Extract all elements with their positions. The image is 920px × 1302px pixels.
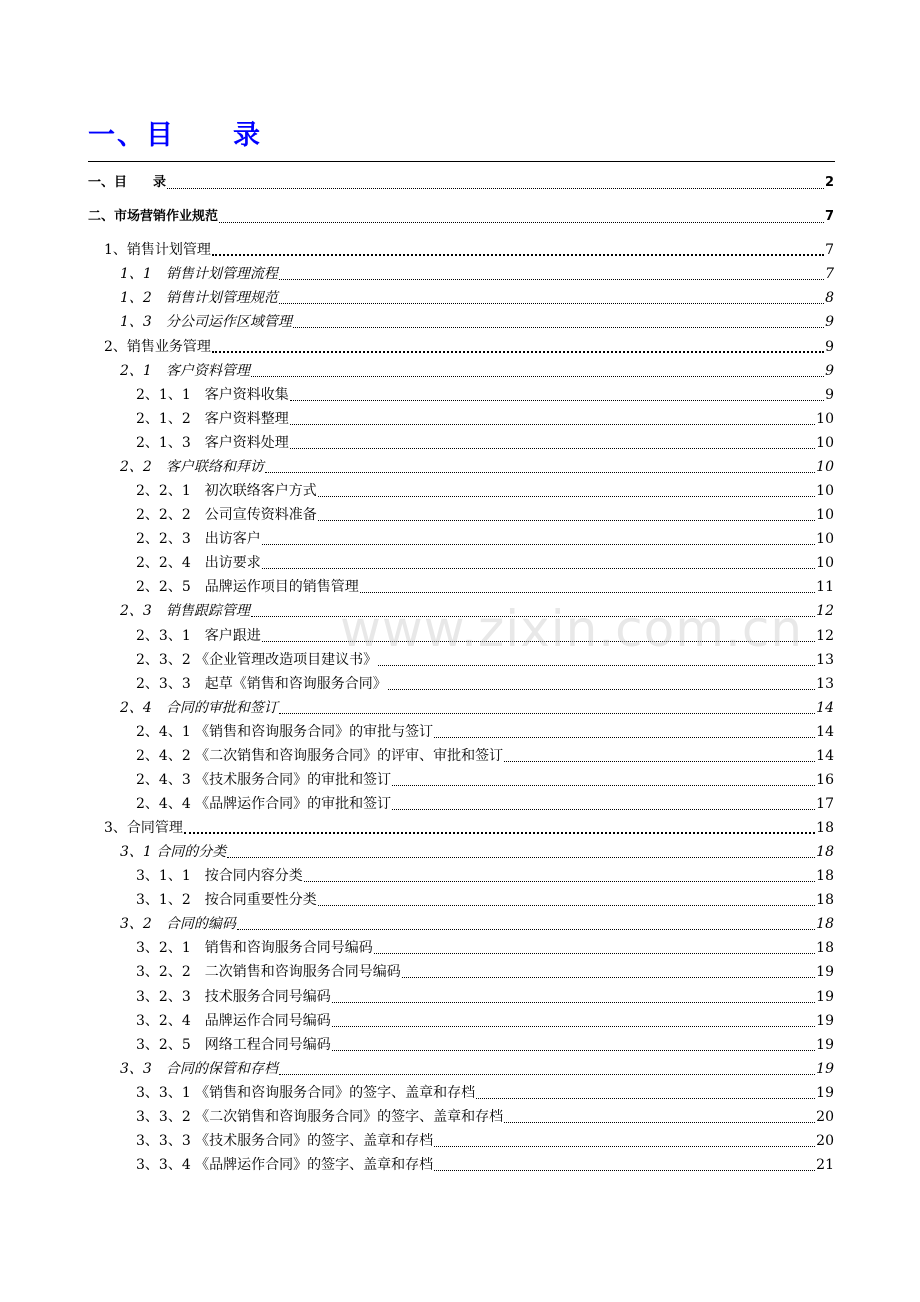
toc-entry[interactable] <box>120 601 834 621</box>
toc-entry-number: 二、市场营销作业规范 <box>88 209 219 224</box>
toc-dot-leader <box>251 616 815 617</box>
toc-entry-number: 3、2、5 <box>136 1037 205 1053</box>
toc-dot-leader <box>434 1146 815 1147</box>
toc-dot-leader <box>504 1122 815 1123</box>
toc-page-number: 12 <box>816 603 834 619</box>
toc-page-number: 18 <box>816 844 834 860</box>
toc-page-number: 20 <box>816 1133 834 1149</box>
toc-entry-number: 3、2、1 <box>136 940 205 956</box>
toc-page-number: 12 <box>816 628 834 644</box>
toc-entry[interactable] <box>136 794 834 814</box>
toc-entry-label: 合同的保管和存档 <box>165 1061 278 1077</box>
toc-entry-number: 2、 <box>104 339 127 355</box>
watermark: www.zixin.com.cn <box>340 600 804 658</box>
toc-entry-label: 销售计划管理规范 <box>165 290 278 306</box>
toc-page-number: 7 <box>825 242 834 258</box>
toc-entry-label: 网络工程合同号编码 <box>204 1037 331 1053</box>
toc-entry-number: 2、4 <box>120 700 166 716</box>
toc-page-number: 18 <box>816 868 834 884</box>
toc-entry-label: 客户联络和拜访 <box>165 459 264 475</box>
toc-entry-label: 销售计划管理流程 <box>165 266 278 282</box>
toc-dot-leader <box>318 520 815 521</box>
toc-entry[interactable] <box>120 288 834 308</box>
toc-entry-number: 1、 <box>104 242 127 258</box>
toc-entry[interactable] <box>136 1035 834 1055</box>
toc-entry-number: 2、3 <box>120 603 166 619</box>
toc-entry[interactable] <box>120 361 834 381</box>
toc-entry-label: 出访要求 <box>204 555 261 571</box>
toc-entry-number: 2、2、3 <box>136 531 205 547</box>
toc-entry-label: 按合同内容分类 <box>204 868 303 884</box>
toc-entry-number: 1、3 <box>120 314 166 330</box>
toc-entry-number: 2、2 <box>120 459 166 475</box>
toc-page-number: 18 <box>816 820 834 836</box>
toc-entry-number: 一、目 录 <box>88 175 167 190</box>
toc-page-number: 14 <box>816 748 834 764</box>
toc-dot-leader <box>434 737 815 738</box>
toc-entry-label: 二次销售和咨询服务合同号编码 <box>204 964 401 980</box>
toc-entry-number: 3、2 <box>120 916 166 932</box>
toc-entry-label: 《二次销售和咨询服务合同》的评审、审批和签订 <box>195 748 504 764</box>
toc-entry-number: 3、1、1 <box>136 868 205 884</box>
toc-entry-label: 技术服务合同号编码 <box>204 989 331 1005</box>
toc-dot-leader <box>265 472 815 473</box>
toc-entry[interactable] <box>104 337 834 357</box>
toc-entry[interactable] <box>136 1155 834 1175</box>
toc-dot-leader <box>293 327 824 328</box>
toc-entry[interactable] <box>136 746 834 766</box>
toc-entry[interactable] <box>136 938 834 958</box>
toc-dot-leader <box>167 188 824 189</box>
toc-entry-label: 《品牌运作合同》的签字、盖章和存档 <box>195 1157 434 1173</box>
toc-page-number: 18 <box>816 940 834 956</box>
toc-dot-leader <box>476 1098 815 1099</box>
toc-entry-number: 3、3、2 <box>136 1109 196 1125</box>
toc-entry[interactable] <box>136 1131 834 1151</box>
toc-dot-leader <box>392 785 815 786</box>
toc-entry-number: 3、2、4 <box>136 1013 205 1029</box>
toc-entry[interactable] <box>136 650 834 670</box>
toc-page-number: 19 <box>816 1085 834 1101</box>
toc-dot-leader <box>434 1170 815 1171</box>
toc-page-number: 10 <box>816 483 834 499</box>
toc-entry-label: 《二次销售和咨询服务合同》的签字、盖章和存档 <box>195 1109 504 1125</box>
toc-entry[interactable] <box>136 529 834 549</box>
toc-entry-label: 出访客户 <box>204 531 261 547</box>
toc-entry[interactable] <box>120 312 834 332</box>
toc-entry[interactable] <box>136 626 834 646</box>
toc-page-number: 10 <box>816 435 834 451</box>
toc-dot-leader <box>290 400 824 401</box>
toc-dot-leader <box>332 1002 815 1003</box>
toc-entry-number: 2、3、1 <box>136 628 205 644</box>
toc-entry-number: 2、2、2 <box>136 507 205 523</box>
toc-page-number: 16 <box>816 772 834 788</box>
toc-entry[interactable] <box>136 577 834 597</box>
toc-entry-number: 3、1 <box>120 844 157 860</box>
toc-entry-number: 1、2 <box>120 290 166 306</box>
toc-entry-label: 客户资料收集 <box>204 387 289 403</box>
toc-dot-leader <box>184 832 815 834</box>
toc-page-number: 7 <box>824 209 834 224</box>
toc-dot-leader <box>388 689 815 690</box>
toc-entry[interactable] <box>136 481 834 501</box>
toc-entry-number: 3、2、3 <box>136 989 205 1005</box>
toc-page-number: 21 <box>816 1157 834 1173</box>
toc-entry-label: 销售业务管理 <box>126 339 211 355</box>
toc-page-number: 14 <box>816 724 834 740</box>
toc-entry[interactable] <box>104 818 834 838</box>
toc-entry[interactable] <box>136 433 834 453</box>
toc-entry-label: 品牌运作合同号编码 <box>204 1013 331 1029</box>
toc-entry-label: 按合同重要性分类 <box>204 892 317 908</box>
toc-entry-label: 《技术服务合同》的签字、盖章和存档 <box>195 1133 434 1149</box>
toc-entry-number: 1、1 <box>120 266 166 282</box>
toc-page-number: 18 <box>816 892 834 908</box>
toc-entry-number: 2、2、1 <box>136 483 205 499</box>
toc-entry-number: 2、2、5 <box>136 579 205 595</box>
toc-page-number: 9 <box>825 314 834 330</box>
toc-entry-label: 客户资料整理 <box>204 411 289 427</box>
toc-entry[interactable] <box>120 1059 834 1079</box>
toc-entry-label: 品牌运作项目的销售管理 <box>204 579 359 595</box>
toc-entry-label: 《技术服务合同》的审批和签订 <box>195 772 392 788</box>
toc-dot-leader <box>318 496 815 497</box>
toc-page-number: 19 <box>816 989 834 1005</box>
toc-page-number: 9 <box>825 363 834 379</box>
toc-page-number: 13 <box>816 676 834 692</box>
toc-dot-leader <box>237 929 815 930</box>
toc-entry-label: 合同管理 <box>126 820 183 836</box>
toc-entry[interactable] <box>136 866 834 886</box>
toc-entry-label: 分公司运作区域管理 <box>165 314 292 330</box>
toc-dot-leader <box>374 953 815 954</box>
toc-entry[interactable] <box>136 505 834 525</box>
toc-entry-label: 《销售和咨询服务合同》的审批与签订 <box>195 724 434 740</box>
toc-dot-leader <box>279 1074 815 1075</box>
toc-entry-number: 2、4、4 <box>136 796 196 812</box>
toc-page-number: 14 <box>816 700 834 716</box>
toc-entry-number: 2、2、4 <box>136 555 205 571</box>
toc-entry[interactable] <box>136 385 834 405</box>
toc-entry-number: 2、1 <box>120 363 166 379</box>
toc-dot-leader <box>332 1050 815 1051</box>
toc-page-number: 7 <box>825 266 834 282</box>
toc-entry-number: 3、 <box>104 820 127 836</box>
toc-dot-leader <box>290 448 815 449</box>
toc-page-number: 10 <box>816 411 834 427</box>
toc-entry[interactable] <box>136 1083 834 1103</box>
toc-dot-leader <box>290 424 815 425</box>
toc-entry-label: 客户资料处理 <box>204 435 289 451</box>
toc-page-number: 18 <box>816 916 834 932</box>
toc-page-number: 20 <box>816 1109 834 1125</box>
toc-entry-label: 初次联络客户方式 <box>204 483 317 499</box>
toc-entry-label: 公司宣传资料准备 <box>204 507 317 523</box>
toc-entry-number: 3、3 <box>120 1061 166 1077</box>
toc-entry[interactable] <box>136 1107 834 1127</box>
toc-entry-label: 销售和咨询服务合同号编码 <box>204 940 373 956</box>
toc-dot-leader <box>227 857 815 858</box>
toc-entry-label: 《品牌运作合同》的审批和签订 <box>195 796 392 812</box>
toc-page-number: 2 <box>824 175 834 190</box>
toc-entry-label: 销售跟踪管理 <box>165 603 250 619</box>
toc-page-number: 19 <box>816 964 834 980</box>
toc-entry-number: 2、3、3 <box>136 676 205 692</box>
toc-page-number: 13 <box>816 652 834 668</box>
toc-dot-leader <box>304 881 815 882</box>
toc-dot-leader <box>251 376 824 377</box>
toc-entry[interactable] <box>136 722 834 742</box>
toc-entry-label: 合同的审批和签订 <box>165 700 278 716</box>
toc-entry-label: 合同的分类 <box>156 844 227 860</box>
toc-dot-leader <box>279 303 824 304</box>
toc-entry-label: 《企业管理改造项目建议书》 <box>195 652 378 668</box>
toc-dot-leader <box>219 222 824 223</box>
toc-dot-leader <box>279 279 824 280</box>
toc-entry[interactable] <box>120 264 834 284</box>
toc-entry-label: 客户跟进 <box>204 628 261 644</box>
toc-dot-leader <box>392 809 815 810</box>
toc-page-number: 19 <box>816 1013 834 1029</box>
toc-dot-leader <box>279 713 815 714</box>
toc-page-number: 11 <box>816 579 834 595</box>
toc-dot-leader <box>262 544 815 545</box>
toc-page-number: 10 <box>816 507 834 523</box>
toc-entry-number: 2、1、2 <box>136 411 205 427</box>
toc-page-number: 9 <box>825 339 834 355</box>
toc-dot-leader <box>262 641 815 642</box>
toc-entry[interactable] <box>136 674 834 694</box>
toc-page-number: 10 <box>816 459 834 475</box>
toc-entry[interactable] <box>88 173 834 193</box>
toc-dot-leader <box>318 905 815 906</box>
toc-page-number: 10 <box>816 555 834 571</box>
toc-dot-leader <box>212 254 824 256</box>
toc-entry[interactable] <box>104 240 834 260</box>
toc-dot-leader <box>504 761 815 762</box>
toc-entry[interactable] <box>120 842 834 862</box>
toc-entry-number: 2、1、1 <box>136 387 205 403</box>
toc-entry-number: 3、3、1 <box>136 1085 196 1101</box>
toc-entry[interactable] <box>136 987 834 1007</box>
toc-entry-number: 2、3、2 <box>136 652 196 668</box>
toc-entry-number: 2、4、3 <box>136 772 196 788</box>
toc-entry[interactable] <box>136 962 834 982</box>
toc-entry-number: 3、3、3 <box>136 1133 196 1149</box>
toc-entry[interactable] <box>136 890 834 910</box>
toc-page-number: 17 <box>816 796 834 812</box>
toc-dot-leader <box>332 1026 815 1027</box>
toc-entry[interactable] <box>136 770 834 790</box>
toc-dot-leader <box>262 568 815 569</box>
toc-entry-label: 销售计划管理 <box>126 242 211 258</box>
toc-entry[interactable] <box>120 914 834 934</box>
toc-entry-number: 2、4、2 <box>136 748 196 764</box>
toc-dot-leader <box>212 351 824 353</box>
toc-dot-leader <box>360 592 815 593</box>
toc-entry[interactable] <box>120 698 834 718</box>
toc-entry-number: 2、4、1 <box>136 724 196 740</box>
toc-page-number: 9 <box>825 387 834 403</box>
toc-dot-leader <box>402 977 815 978</box>
toc-entry[interactable] <box>120 457 834 477</box>
toc-entry-label: 起草《销售和咨询服务合同》 <box>204 676 387 692</box>
toc-page-number: 10 <box>816 531 834 547</box>
toc-entry-number: 3、1、2 <box>136 892 205 908</box>
toc-entry-label: 合同的编码 <box>165 916 236 932</box>
toc-entry-label: 客户资料管理 <box>165 363 250 379</box>
toc-entry-number: 3、2、2 <box>136 964 205 980</box>
page-title: 一、目 录 <box>88 120 262 151</box>
toc-page-number: 8 <box>825 290 834 306</box>
toc-entry-number: 3、3、4 <box>136 1157 196 1173</box>
toc-page-number: 19 <box>816 1061 834 1077</box>
toc-entry-label: 《销售和咨询服务合同》的签字、盖章和存档 <box>195 1085 476 1101</box>
toc-entry[interactable] <box>136 409 834 429</box>
toc-dot-leader <box>378 665 815 666</box>
toc-page-number: 19 <box>816 1037 834 1053</box>
toc-entry[interactable] <box>136 553 834 573</box>
toc-entry[interactable] <box>136 1011 834 1031</box>
toc-entry-number: 2、1、3 <box>136 435 205 451</box>
toc-entry[interactable] <box>88 207 834 227</box>
